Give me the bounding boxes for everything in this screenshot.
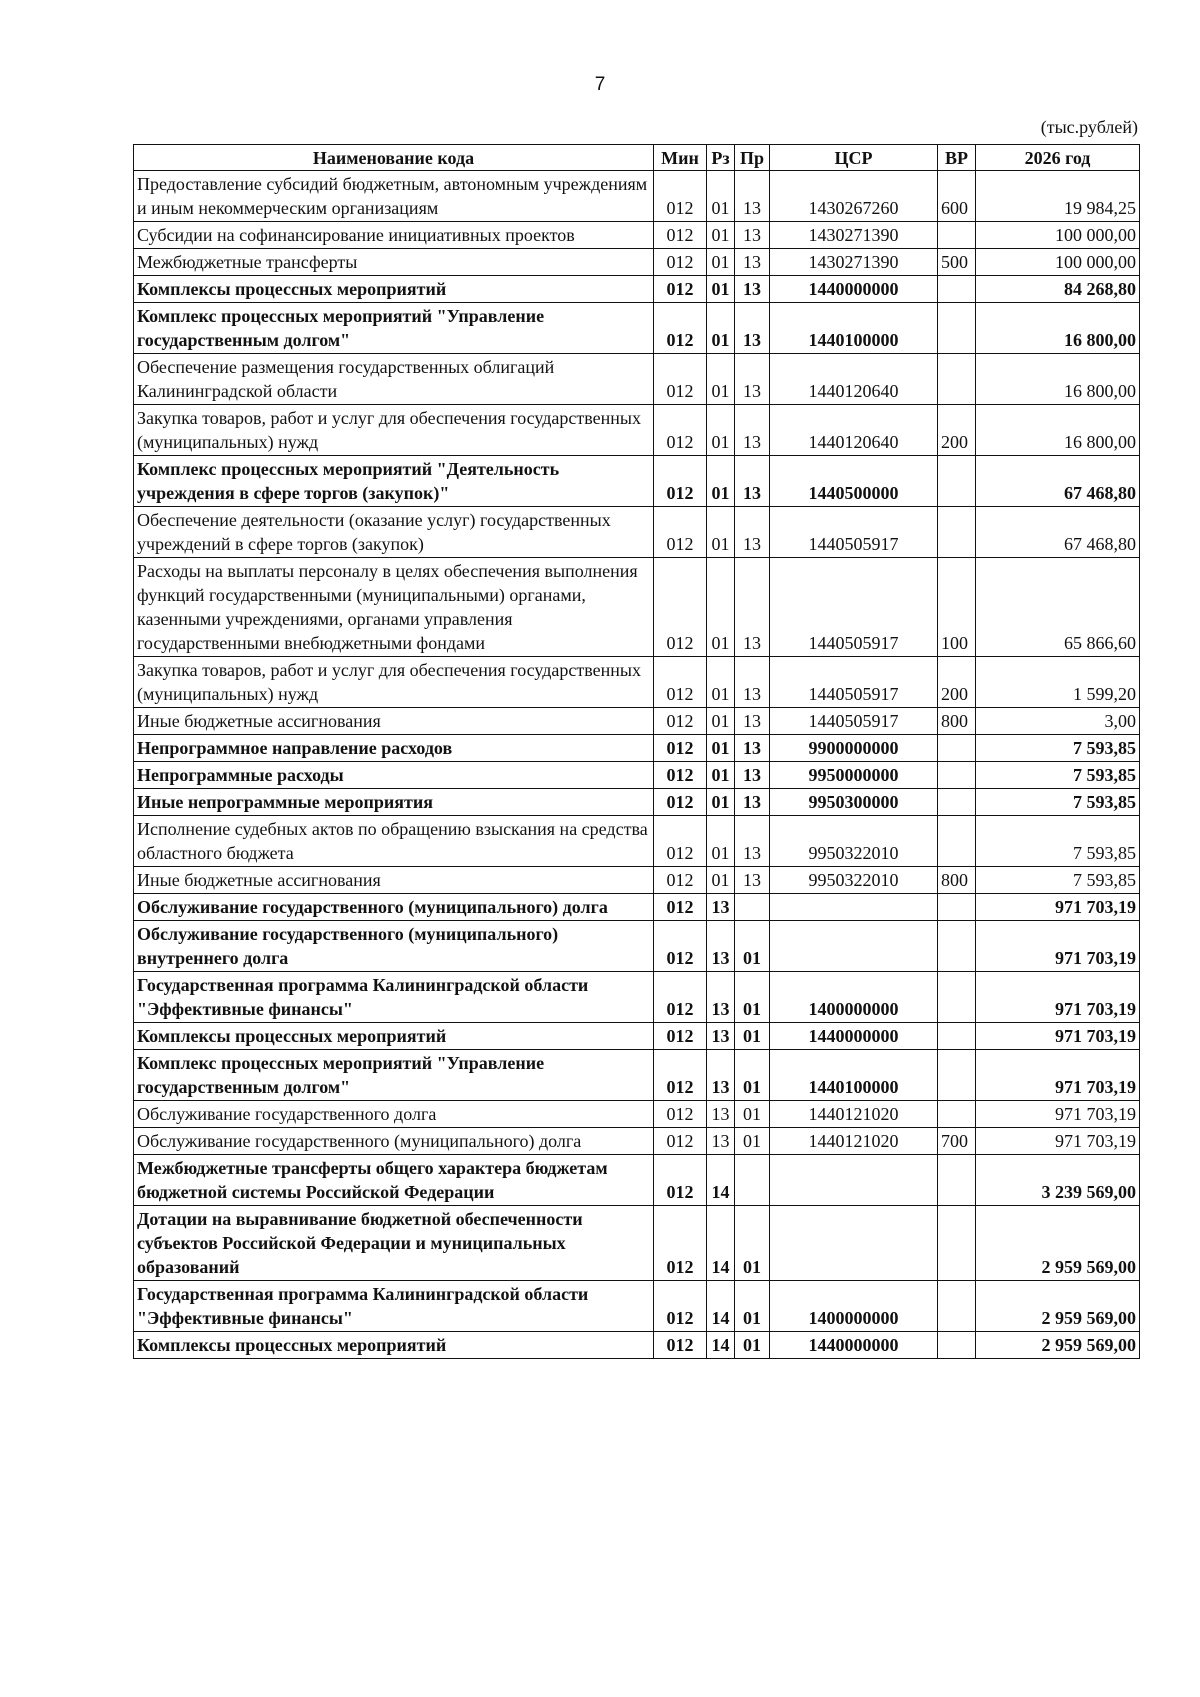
cell-min: 012 (654, 354, 707, 405)
cell-vr: 700 (938, 1128, 976, 1155)
cell-sum: 971 703,19 (976, 1050, 1140, 1101)
cell-vr (938, 456, 976, 507)
cell-pr: 13 (735, 708, 770, 735)
cell-name: Комплекс процессных мероприятий "Управление государственным долгом" (134, 303, 654, 354)
cell-pr: 13 (735, 405, 770, 456)
table-row (134, 456, 1140, 507)
cell-sum: 16 800,00 (976, 303, 1140, 354)
table-row (134, 789, 1140, 816)
cell-rz: 01 (707, 303, 735, 354)
cell-csr: 1440120640 (770, 354, 938, 405)
cell-min: 012 (654, 171, 707, 222)
table-row (134, 222, 1140, 249)
cell-pr: 01 (735, 1101, 770, 1128)
cell-rz: 01 (707, 354, 735, 405)
cell-min: 012 (654, 1281, 707, 1332)
cell-pr: 01 (735, 1128, 770, 1155)
cell-name: Обеспечение размещения государственных облигаций Калининградской области (134, 354, 654, 405)
cell-csr: 1430271390 (770, 249, 938, 276)
budget-table (133, 144, 1140, 1359)
cell-sum: 2 959 569,00 (976, 1281, 1140, 1332)
cell-min: 012 (654, 762, 707, 789)
cell-vr (938, 276, 976, 303)
table-row (134, 894, 1140, 921)
table-row (134, 816, 1140, 867)
cell-csr: 1440100000 (770, 1050, 938, 1101)
page-number: 7 (594, 74, 606, 95)
cell-vr (938, 1206, 976, 1281)
cell-rz: 13 (707, 921, 735, 972)
cell-name: Иные бюджетные ассигнования (134, 708, 654, 735)
cell-rz: 01 (707, 276, 735, 303)
cell-min: 012 (654, 972, 707, 1023)
header-vr: ВР (938, 145, 976, 171)
cell-min: 012 (654, 222, 707, 249)
cell-sum: 3 239 569,00 (976, 1155, 1140, 1206)
cell-min: 012 (654, 921, 707, 972)
table-row (134, 405, 1140, 456)
cell-vr (938, 735, 976, 762)
cell-name: Расходы на выплаты персоналу в целях обеспечения выполнения функций государственными (муниципальными) органами, казенными учреждениями, органами управления государственными внебюджетными фондами (134, 558, 654, 657)
cell-pr: 13 (735, 171, 770, 222)
cell-csr: 1430271390 (770, 222, 938, 249)
cell-pr: 13 (735, 657, 770, 708)
cell-name: Непрограммные расходы (134, 762, 654, 789)
table-row (134, 735, 1140, 762)
cell-sum: 67 468,80 (976, 456, 1140, 507)
header-pr: Пр (735, 145, 770, 171)
cell-sum: 971 703,19 (976, 972, 1140, 1023)
cell-vr (938, 972, 976, 1023)
cell-name: Комплексы процессных мероприятий (134, 1332, 654, 1359)
cell-vr: 100 (938, 558, 976, 657)
cell-pr: 13 (735, 303, 770, 354)
cell-csr: 1440120640 (770, 405, 938, 456)
cell-vr (938, 1023, 976, 1050)
cell-csr: 1440000000 (770, 276, 938, 303)
table-row (134, 762, 1140, 789)
cell-min: 012 (654, 657, 707, 708)
cell-min: 012 (654, 405, 707, 456)
table-row (134, 1128, 1140, 1155)
cell-sum: 2 959 569,00 (976, 1332, 1140, 1359)
cell-sum: 65 866,60 (976, 558, 1140, 657)
cell-sum: 3,00 (976, 708, 1140, 735)
cell-rz: 01 (707, 789, 735, 816)
table-row (134, 708, 1140, 735)
cell-pr: 01 (735, 972, 770, 1023)
cell-csr: 9900000000 (770, 735, 938, 762)
table-row (134, 1281, 1140, 1332)
cell-name: Обслуживание государственного (муниципального) долга (134, 894, 654, 921)
table-row (134, 171, 1140, 222)
cell-csr: 1430267260 (770, 171, 938, 222)
cell-name: Комплекс процессных мероприятий "Деятельность учреждения в сфере торгов (закупок)" (134, 456, 654, 507)
cell-name: Обеспечение деятельности (оказание услуг) государственных учреждений в сфере торгов (закупок) (134, 507, 654, 558)
table-row (134, 972, 1140, 1023)
cell-rz: 13 (707, 894, 735, 921)
table-row (134, 1101, 1140, 1128)
header-year: 2026 год (976, 145, 1140, 171)
cell-min: 012 (654, 735, 707, 762)
cell-pr (735, 1155, 770, 1206)
cell-pr: 13 (735, 456, 770, 507)
cell-min: 012 (654, 456, 707, 507)
cell-pr (735, 894, 770, 921)
cell-csr: 1440121020 (770, 1128, 938, 1155)
cell-pr: 13 (735, 354, 770, 405)
cell-pr: 13 (735, 789, 770, 816)
table-header-row (134, 145, 1140, 171)
cell-name: Дотации на выравнивание бюджетной обеспеченности субъектов Российской Федерации и муниципальных образований (134, 1206, 654, 1281)
cell-rz: 01 (707, 249, 735, 276)
cell-csr (770, 894, 938, 921)
cell-rz: 01 (707, 816, 735, 867)
header-min: Мин (654, 145, 707, 171)
header-name: Наименование кода (134, 145, 654, 171)
cell-vr (938, 1332, 976, 1359)
cell-sum: 16 800,00 (976, 405, 1140, 456)
cell-csr: 1440505917 (770, 708, 938, 735)
cell-vr: 800 (938, 867, 976, 894)
cell-name: Предоставление субсидий бюджетным, автономным учреждениям и иным некоммерческим организациям (134, 171, 654, 222)
cell-vr: 200 (938, 657, 976, 708)
cell-rz: 13 (707, 1128, 735, 1155)
cell-csr: 9950322010 (770, 816, 938, 867)
header-csr: ЦСР (770, 145, 938, 171)
cell-rz: 14 (707, 1206, 735, 1281)
cell-pr: 13 (735, 735, 770, 762)
cell-rz: 01 (707, 456, 735, 507)
cell-rz: 01 (707, 507, 735, 558)
cell-vr (938, 921, 976, 972)
cell-sum: 100 000,00 (976, 222, 1140, 249)
cell-sum: 2 959 569,00 (976, 1206, 1140, 1281)
cell-sum: 7 593,85 (976, 816, 1140, 867)
cell-vr: 600 (938, 171, 976, 222)
cell-pr: 01 (735, 1023, 770, 1050)
cell-rz: 01 (707, 558, 735, 657)
cell-vr (938, 1101, 976, 1128)
cell-csr: 9950322010 (770, 867, 938, 894)
cell-rz: 14 (707, 1155, 735, 1206)
table-row (134, 1332, 1140, 1359)
cell-min: 012 (654, 1206, 707, 1281)
cell-sum: 971 703,19 (976, 1128, 1140, 1155)
cell-rz: 01 (707, 222, 735, 249)
cell-rz: 13 (707, 1050, 735, 1101)
cell-sum: 971 703,19 (976, 894, 1140, 921)
cell-csr: 9950000000 (770, 762, 938, 789)
cell-min: 012 (654, 507, 707, 558)
cell-name: Государственная программа Калининградской области "Эффективные финансы" (134, 1281, 654, 1332)
table-row (134, 558, 1140, 657)
cell-vr (938, 1281, 976, 1332)
cell-sum: 971 703,19 (976, 1023, 1140, 1050)
table-row (134, 249, 1140, 276)
table-row (134, 276, 1140, 303)
cell-min: 012 (654, 816, 707, 867)
cell-sum: 7 593,85 (976, 735, 1140, 762)
cell-csr: 1440505917 (770, 507, 938, 558)
cell-rz: 14 (707, 1281, 735, 1332)
cell-sum: 971 703,19 (976, 921, 1140, 972)
cell-rz: 13 (707, 972, 735, 1023)
table-row (134, 1206, 1140, 1281)
cell-rz: 13 (707, 1023, 735, 1050)
table-row (134, 867, 1140, 894)
table-row (134, 507, 1140, 558)
cell-rz: 01 (707, 171, 735, 222)
cell-min: 012 (654, 558, 707, 657)
cell-pr: 13 (735, 507, 770, 558)
table-row (134, 657, 1140, 708)
cell-pr: 13 (735, 867, 770, 894)
cell-min: 012 (654, 1050, 707, 1101)
cell-name: Комплекс процессных мероприятий "Управление государственным долгом" (134, 1050, 654, 1101)
cell-csr (770, 1206, 938, 1281)
cell-pr: 01 (735, 1206, 770, 1281)
cell-csr: 1440121020 (770, 1101, 938, 1128)
cell-vr: 800 (938, 708, 976, 735)
cell-vr (938, 1050, 976, 1101)
cell-pr: 01 (735, 1050, 770, 1101)
cell-min: 012 (654, 708, 707, 735)
cell-csr (770, 921, 938, 972)
cell-pr: 01 (735, 1332, 770, 1359)
cell-vr (938, 762, 976, 789)
cell-name: Межбюджетные трансферты (134, 249, 654, 276)
cell-min: 012 (654, 1101, 707, 1128)
table-row (134, 921, 1140, 972)
cell-rz: 01 (707, 657, 735, 708)
cell-vr (938, 1155, 976, 1206)
cell-rz: 01 (707, 735, 735, 762)
cell-pr: 13 (735, 762, 770, 789)
cell-pr: 01 (735, 921, 770, 972)
cell-sum: 7 593,85 (976, 789, 1140, 816)
cell-pr: 13 (735, 816, 770, 867)
cell-min: 012 (654, 276, 707, 303)
table-row (134, 354, 1140, 405)
cell-name: Непрограммное направление расходов (134, 735, 654, 762)
cell-pr: 13 (735, 558, 770, 657)
cell-csr: 1400000000 (770, 1281, 938, 1332)
cell-rz: 01 (707, 867, 735, 894)
cell-sum: 16 800,00 (976, 354, 1140, 405)
cell-csr: 1440000000 (770, 1332, 938, 1359)
cell-csr: 1440505917 (770, 657, 938, 708)
cell-name: Субсидии на софинансирование инициативных проектов (134, 222, 654, 249)
cell-min: 012 (654, 789, 707, 816)
cell-min: 012 (654, 1023, 707, 1050)
cell-csr: 1440100000 (770, 303, 938, 354)
cell-vr: 200 (938, 405, 976, 456)
table-row (134, 1050, 1140, 1101)
cell-vr (938, 303, 976, 354)
cell-name: Межбюджетные трансферты общего характера бюджетам бюджетной системы Российской Федерации (134, 1155, 654, 1206)
cell-sum: 7 593,85 (976, 867, 1140, 894)
cell-name: Закупка товаров, работ и услуг для обеспечения государственных (муниципальных) нужд (134, 657, 654, 708)
units-label: (тыс.рублей) (1040, 117, 1138, 137)
cell-csr: 9950300000 (770, 789, 938, 816)
cell-csr: 1400000000 (770, 972, 938, 1023)
cell-csr: 1440000000 (770, 1023, 938, 1050)
cell-min: 012 (654, 1128, 707, 1155)
cell-sum: 1 599,20 (976, 657, 1140, 708)
cell-sum: 84 268,80 (976, 276, 1140, 303)
cell-name: Исполнение судебных актов по обращению взыскания на средства областного бюджета (134, 816, 654, 867)
cell-name: Комплексы процессных мероприятий (134, 276, 654, 303)
cell-rz: 14 (707, 1332, 735, 1359)
cell-vr (938, 354, 976, 405)
cell-sum: 19 984,25 (976, 171, 1140, 222)
cell-min: 012 (654, 249, 707, 276)
table-row (134, 1023, 1140, 1050)
cell-name: Государственная программа Калининградской области "Эффективные финансы" (134, 972, 654, 1023)
cell-csr: 1440505917 (770, 558, 938, 657)
cell-min: 012 (654, 1155, 707, 1206)
cell-name: Комплексы процессных мероприятий (134, 1023, 654, 1050)
cell-vr (938, 816, 976, 867)
cell-name: Закупка товаров, работ и услуг для обеспечения государственных (муниципальных) нужд (134, 405, 654, 456)
cell-vr (938, 222, 976, 249)
cell-rz: 01 (707, 762, 735, 789)
cell-min: 012 (654, 867, 707, 894)
cell-vr (938, 894, 976, 921)
cell-sum: 67 468,80 (976, 507, 1140, 558)
cell-min: 012 (654, 1332, 707, 1359)
cell-vr: 500 (938, 249, 976, 276)
cell-min: 012 (654, 303, 707, 354)
cell-sum: 971 703,19 (976, 1101, 1140, 1128)
cell-name: Иные непрограммные мероприятия (134, 789, 654, 816)
cell-rz: 01 (707, 708, 735, 735)
cell-pr: 01 (735, 1281, 770, 1332)
cell-rz: 01 (707, 405, 735, 456)
cell-csr (770, 1155, 938, 1206)
cell-vr (938, 507, 976, 558)
header-rz: Рз (707, 145, 735, 171)
cell-vr (938, 789, 976, 816)
cell-min: 012 (654, 894, 707, 921)
table-row (134, 303, 1140, 354)
table-row (134, 1155, 1140, 1206)
cell-rz: 13 (707, 1101, 735, 1128)
cell-pr: 13 (735, 249, 770, 276)
cell-sum: 100 000,00 (976, 249, 1140, 276)
cell-sum: 7 593,85 (976, 762, 1140, 789)
cell-name: Обслуживание государственного долга (134, 1101, 654, 1128)
table-body (134, 171, 1140, 1359)
cell-pr: 13 (735, 222, 770, 249)
cell-name: Обслуживание государственного (муниципального) внутреннего долга (134, 921, 654, 972)
cell-pr: 13 (735, 276, 770, 303)
cell-name: Иные бюджетные ассигнования (134, 867, 654, 894)
cell-csr: 1440500000 (770, 456, 938, 507)
cell-name: Обслуживание государственного (муниципального) долга (134, 1128, 654, 1155)
